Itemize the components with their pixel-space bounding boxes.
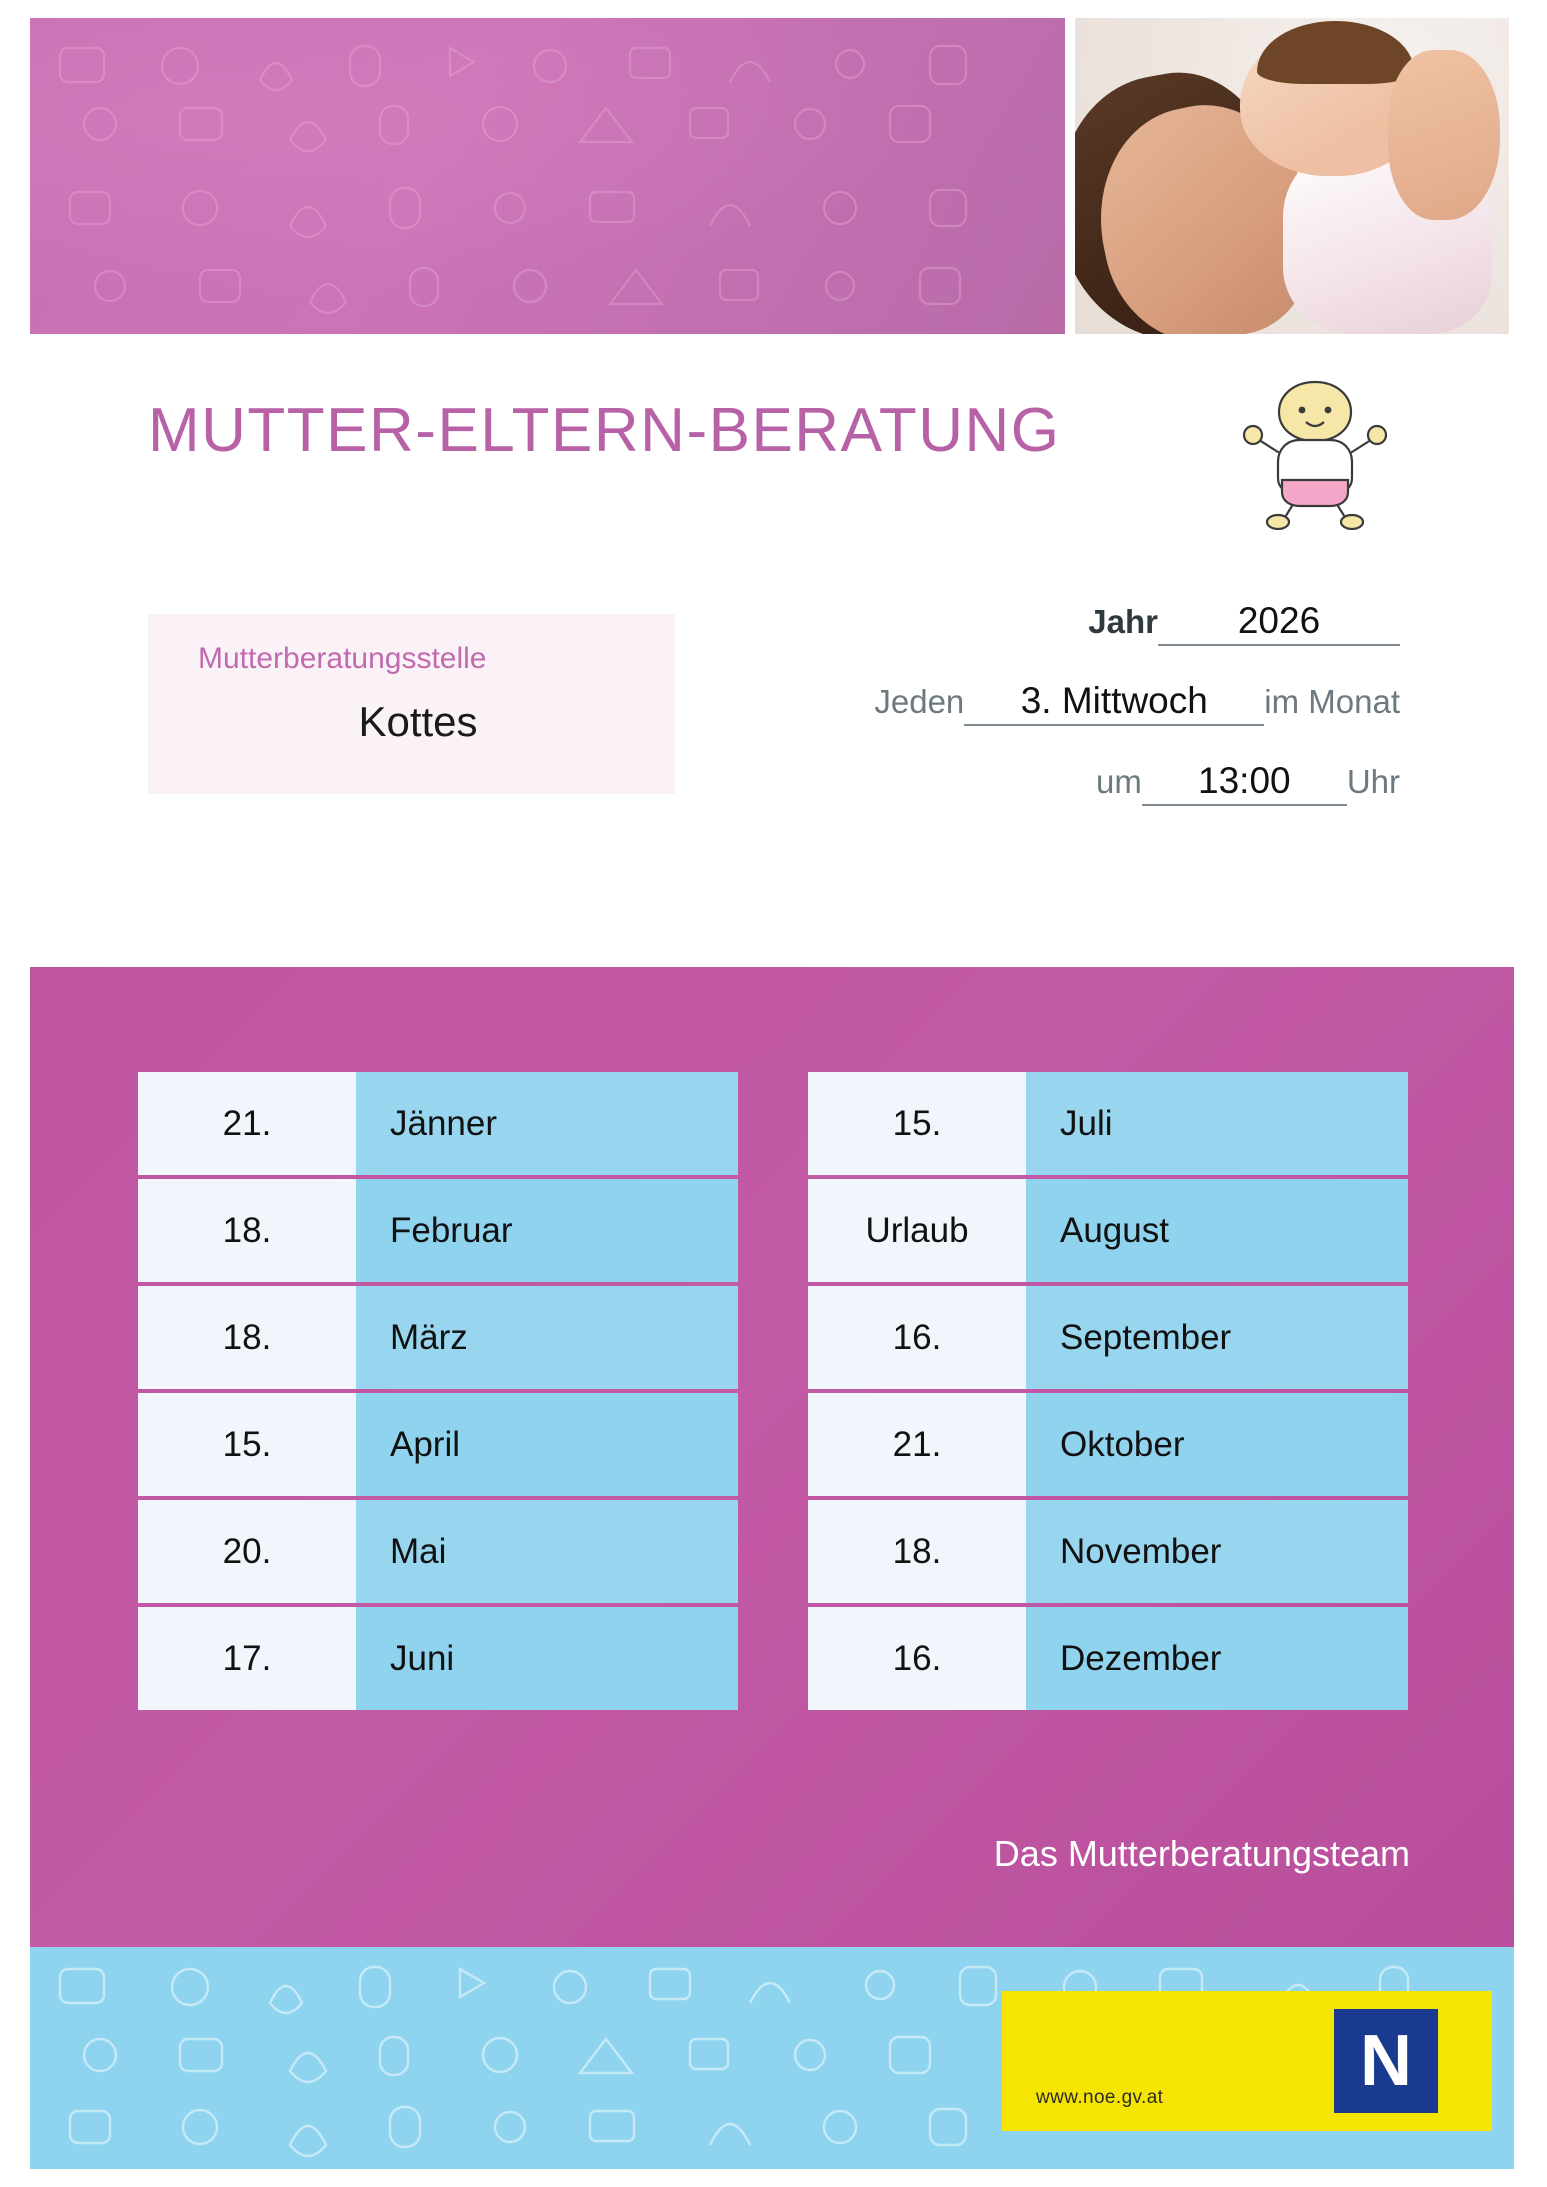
schedule-prefix-label: Jeden <box>874 683 965 720</box>
weekday-line <box>740 680 1400 726</box>
time-value: 13:00 <box>1142 760 1347 806</box>
noe-url-label: www.noe.gv.at <box>1036 2087 1164 2108</box>
day-cell: 20. <box>138 1500 356 1603</box>
top-banner <box>30 18 1514 334</box>
day-cell: 21. <box>808 1393 1026 1496</box>
table-row <box>808 1072 1408 1175</box>
day-cell: 18. <box>138 1286 356 1389</box>
month-cell: Juni <box>356 1607 738 1710</box>
table-row <box>138 1179 738 1282</box>
team-signature: Das Mutterberatungsteam <box>993 1833 1410 1874</box>
month-cell: Jänner <box>356 1072 738 1175</box>
day-cell: 18. <box>138 1179 356 1282</box>
mother-and-baby-photo <box>1075 18 1509 334</box>
noe-mark-letter: N <box>1334 2009 1438 2113</box>
sitting-baby-icon <box>1240 370 1390 530</box>
station-name: Kottes <box>358 698 478 745</box>
day-cell: 15. <box>138 1393 356 1496</box>
table-row <box>808 1179 1408 1282</box>
schedule-suffix-label: im Monat <box>1264 683 1400 720</box>
month-cell: August <box>1026 1179 1408 1282</box>
month-cell: Dezember <box>1026 1607 1408 1710</box>
month-cell: September <box>1026 1286 1408 1389</box>
baby-doodle-pattern-icon <box>30 18 1065 334</box>
time-suffix-label: Uhr <box>1346 763 1400 800</box>
table-row <box>138 1072 738 1175</box>
day-cell: Urlaub <box>808 1179 1026 1282</box>
schedule-tables <box>138 1072 1408 1710</box>
station-label: Mutterberatungsstelle <box>198 642 487 675</box>
year-label: Jahr <box>1088 603 1158 640</box>
table-row <box>138 1286 738 1389</box>
schedule-table-left <box>138 1072 738 1710</box>
day-cell: 15. <box>808 1072 1026 1175</box>
table-row <box>808 1607 1408 1710</box>
day-cell: 17. <box>138 1607 356 1710</box>
day-cell: 16. <box>808 1607 1026 1710</box>
main-title-text: MUTTER-ELTERN-BERATUNG <box>148 396 1061 465</box>
month-cell: Oktober <box>1026 1393 1408 1496</box>
footer-strip <box>30 1947 1514 2169</box>
schedule-info <box>740 600 1400 840</box>
month-cell: April <box>356 1393 738 1496</box>
month-cell: November <box>1026 1500 1408 1603</box>
table-row <box>138 1500 738 1603</box>
day-cell: 18. <box>808 1500 1026 1603</box>
day-cell: 21. <box>138 1072 356 1175</box>
month-cell: Juli <box>1026 1072 1408 1175</box>
schedule-panel <box>30 967 1514 1947</box>
year-line <box>740 600 1400 646</box>
banner-doodle-pattern-image <box>30 18 1065 334</box>
noe-logo <box>1002 1991 1492 2131</box>
table-row <box>808 1500 1408 1603</box>
time-prefix-label: um <box>1095 763 1142 800</box>
year-value: 2026 <box>1158 600 1400 646</box>
month-cell: Mai <box>356 1500 738 1603</box>
month-cell: März <box>356 1286 738 1389</box>
time-line <box>740 760 1400 806</box>
station-box <box>148 614 675 794</box>
table-row <box>808 1393 1408 1496</box>
schedule-weekday-value: 3. Mittwoch <box>964 680 1264 726</box>
month-cell: Februar <box>356 1179 738 1282</box>
day-cell: 16. <box>808 1286 1026 1389</box>
table-row <box>808 1286 1408 1389</box>
table-row <box>138 1607 738 1710</box>
schedule-table-right <box>808 1072 1408 1710</box>
table-row <box>138 1393 738 1496</box>
